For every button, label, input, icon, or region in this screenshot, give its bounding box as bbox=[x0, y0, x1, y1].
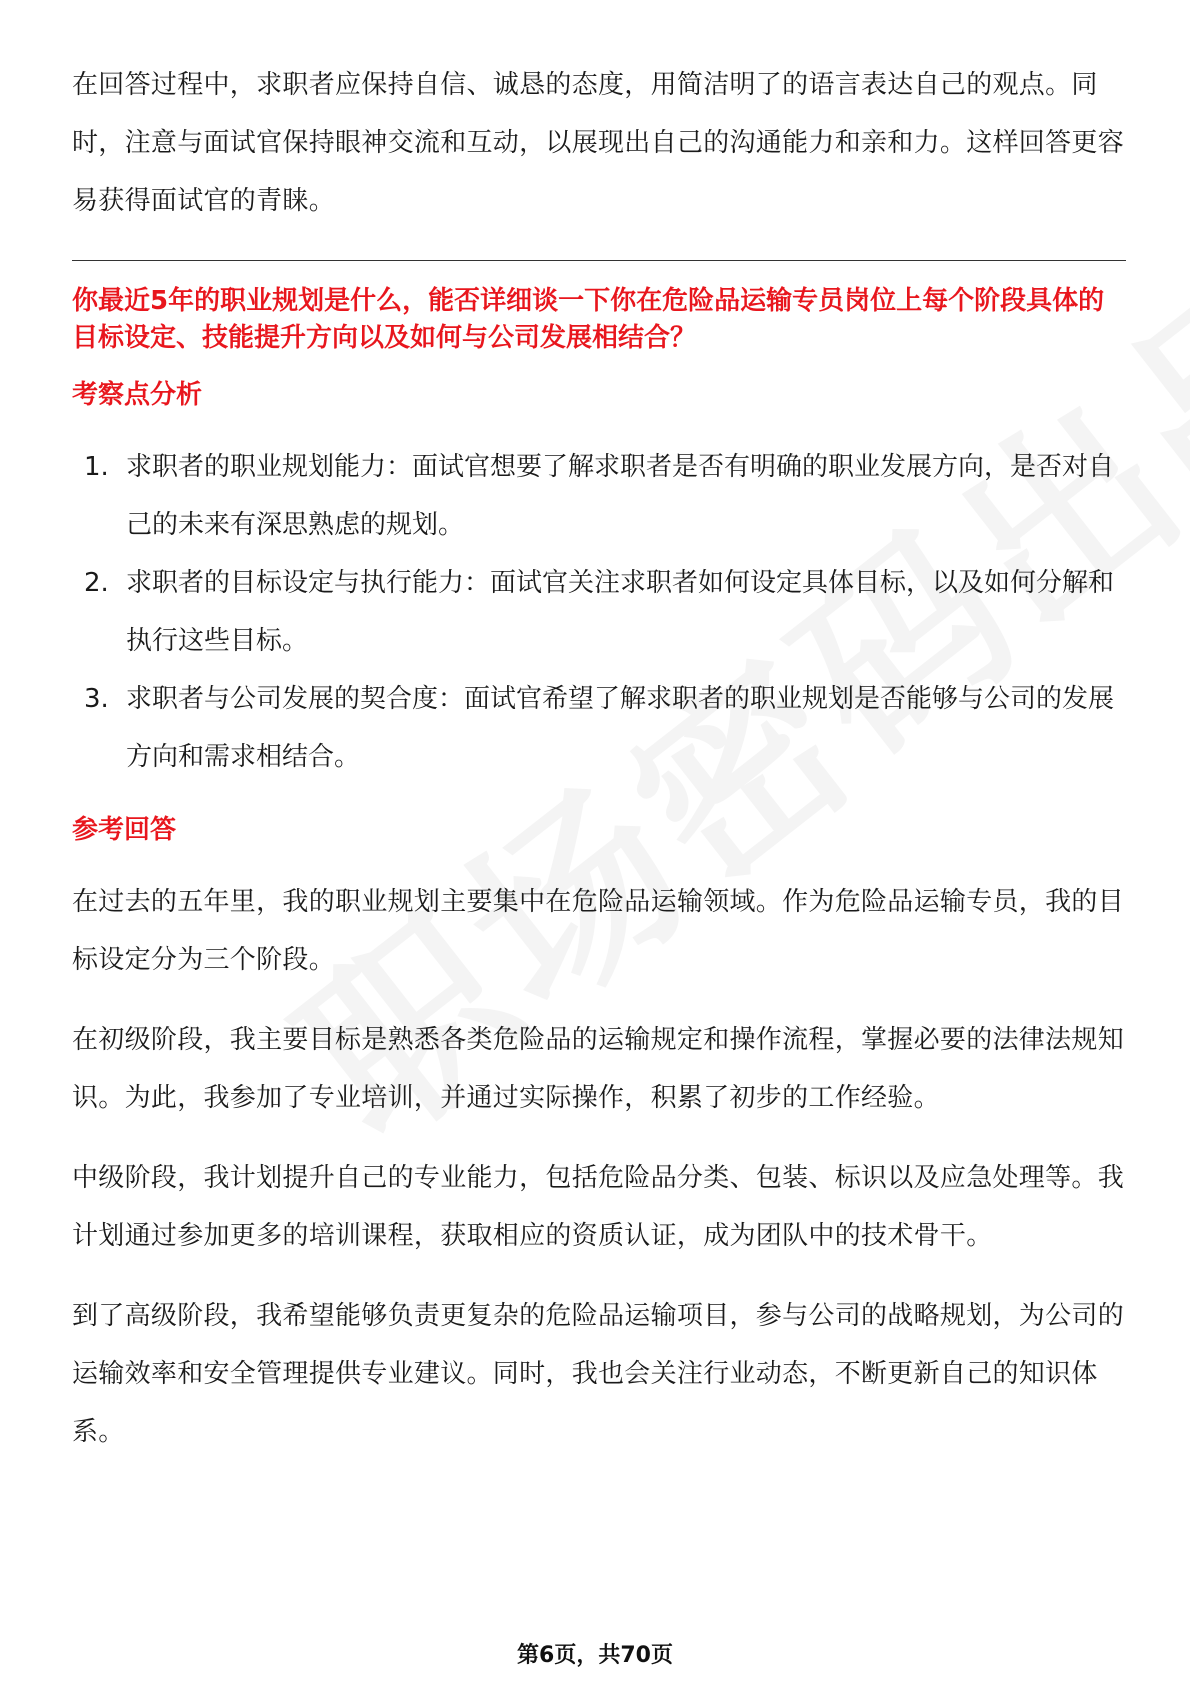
list-item-number: 1. bbox=[84, 452, 109, 482]
list-item-text: 求职者的目标设定与执行能力：面试官关注求职者如何设定具体目标，以及如何分解和执行这些目标。 bbox=[126, 568, 1115, 656]
list-item-text: 求职者与公司发展的契合度：面试官希望了解求职者的职业规划是否能够与公司的发展方向和需求相结合。 bbox=[126, 684, 1115, 772]
paragraph-gap bbox=[72, 1265, 1126, 1287]
analysis-title: 考察点分析 bbox=[72, 380, 203, 410]
answer-paragraph: 在过去的五年里，我的职业规划主要集中在危险品运输领域。作为危险品运输专员，我的目标设定分为三个阶段。 bbox=[72, 887, 1125, 975]
list-item-number: 2. bbox=[84, 568, 109, 598]
section-divider bbox=[72, 260, 1126, 261]
list-item-number: 3. bbox=[84, 684, 109, 714]
list-item bbox=[72, 670, 1126, 786]
paragraph-gap bbox=[72, 989, 1126, 1011]
answer-title: 参考回答 bbox=[72, 815, 177, 845]
analysis-list bbox=[72, 438, 1126, 786]
list-item bbox=[72, 438, 1126, 554]
answer-paragraph: 中级阶段，我计划提升自己的专业能力，包括危险品分类、包装、标识以及应急处理等。我计划通过参加更多的培训课程，获取相应的资质认证，成为团队中的技术骨干。 bbox=[72, 1163, 1125, 1251]
list-item bbox=[72, 554, 1126, 670]
answer-paragraph: 到了高级阶段，我希望能够负责更复杂的危险品运输项目，参与公司的战略规划，为公司的运输效率和安全管理提供专业建议。同时，我也会关注行业动态，不断更新自己的知识体系。 bbox=[72, 1301, 1125, 1447]
page-number: 第6页，共70页 bbox=[517, 1643, 673, 1668]
answer-paragraph: 在初级阶段，我主要目标是熟悉各类危险品的运输规定和操作流程，掌握必要的法律法规知识。为此，我参加了专业培训，并通过实际操作，积累了初步的工作经验。 bbox=[72, 1025, 1125, 1113]
page-content bbox=[72, 56, 1126, 1461]
list-item-text: 求职者的职业规划能力：面试官想要了解求职者是否有明确的职业发展方向，是否对自己的未来有深思熟虑的规划。 bbox=[126, 452, 1115, 540]
question-heading: 你最近5年的职业规划是什么，能否详细谈一下你在危险品运输专员岗位上每个阶段具体的目标设定、技能提升方向以及如何与公司发展相结合？ bbox=[72, 286, 1105, 353]
paragraph-gap bbox=[72, 1127, 1126, 1149]
intro-paragraph: 在回答过程中，求职者应保持自信、诚恳的态度，用简洁明了的语言表达自己的观点。同时，注意与面试官保持眼神交流和互动，以展现出自己的沟通能力和亲和力。这样回答更容易获得面试官的青睐。 bbox=[72, 70, 1125, 216]
